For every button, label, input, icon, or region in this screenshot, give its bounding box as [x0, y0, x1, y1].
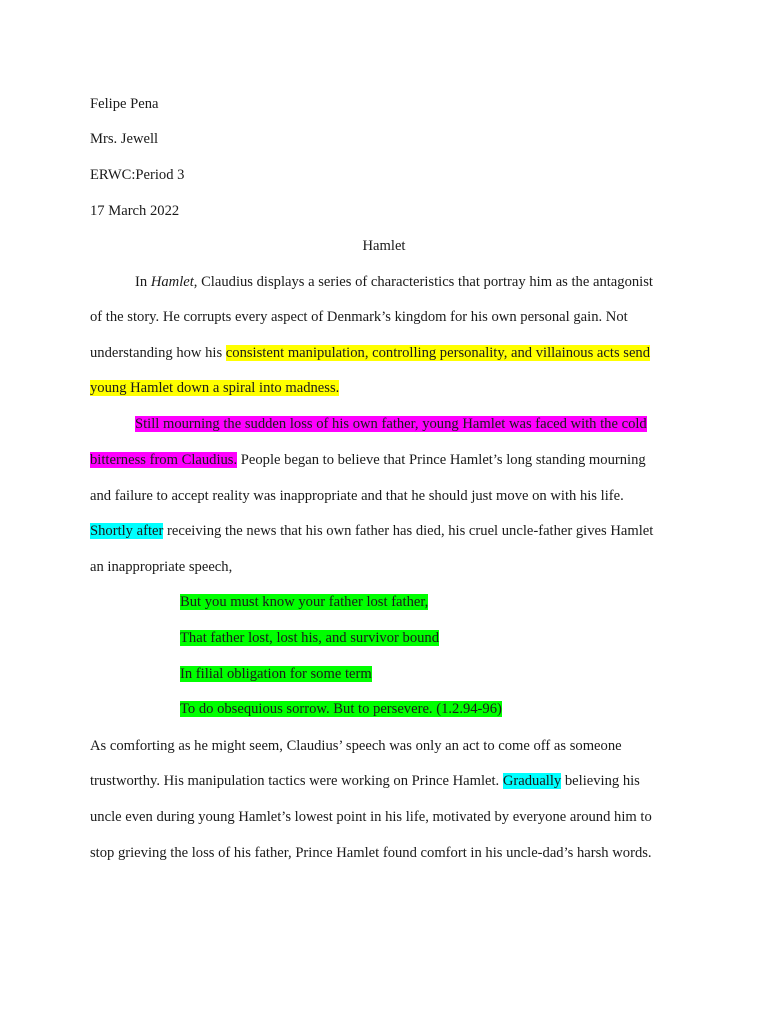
highlight-cyan: Shortly after [90, 523, 164, 539]
highlight-green: But you must know your father lost father, [180, 594, 429, 610]
essay-title: Hamlet [362, 238, 406, 254]
quote-line-1 [180, 593, 428, 611]
highlight-magenta: bitterness from Claudius. [90, 452, 238, 468]
highlight-magenta: Still mourning the sudden loss of his own father, young Hamlet was faced with the cold [135, 416, 647, 432]
student-name: Felipe Pena [90, 96, 159, 112]
quote-line-4 [180, 700, 502, 718]
paragraph-1-line-4 [90, 379, 339, 397]
paragraph-2-line-3: and failure to accept reality was inappropriate and that he should just move on with his life. [90, 488, 624, 504]
text-run: believing his [561, 773, 640, 789]
text-run: receiving the news that his own father has died, his cruel uncle-father gives Hamlet [163, 523, 654, 539]
text-run: trustworthy. His manipulation tactics were working on Prince Hamlet. [90, 773, 503, 789]
course-period: ERWC:Period 3 [90, 167, 185, 183]
quote-line-3 [180, 665, 372, 683]
essay-date: 17 March 2022 [90, 203, 180, 219]
paragraph-1-line-1 [135, 273, 653, 291]
paragraph-2-line-2 [90, 451, 646, 469]
paragraph-3-line-1: As comforting as he might seem, Claudius’ speech was only an act to come off as someone [90, 738, 622, 754]
paragraph-2-line-1 [135, 415, 647, 433]
text-run: People began to believe that Prince Hamlet’s long standing mourning [237, 452, 646, 468]
highlight-green: In filial obligation for some term [180, 666, 372, 682]
paragraph-3-line-3: uncle even during young Hamlet’s lowest point in his life, motivated by everyone around him to [90, 809, 652, 825]
text-run: understanding how his [90, 345, 226, 361]
highlight-green: To do obsequious sorrow. But to persevere. (1.2.94-96) [180, 701, 502, 717]
highlight-yellow: young Hamlet down a spiral into madness. [90, 380, 340, 396]
play-title-italic: Hamlet [150, 274, 194, 290]
highlight-green: That father lost, lost his, and survivor bound [180, 630, 440, 646]
quote-line-2 [180, 629, 439, 647]
teacher-name: Mrs. Jewell [90, 131, 159, 147]
text-run: , Claudius displays a series of characteristics that portray him as the antagonist [193, 274, 653, 290]
paragraph-3-line-4: stop grieving the loss of his father, Prince Hamlet found comfort in his uncle-dad’s harsh words. [90, 845, 652, 861]
highlight-yellow: consistent manipulation, controlling personality, and villainous acts send [225, 345, 651, 361]
paragraph-1-line-3 [90, 344, 650, 362]
text-run: In [135, 274, 151, 290]
paragraph-2-line-5: an inappropriate speech, [90, 559, 233, 575]
paragraph-3-line-2 [90, 772, 640, 790]
paragraph-1-line-2: of the story. He corrupts every aspect of Denmark’s kingdom for his own personal gain. Not [90, 309, 628, 325]
highlight-cyan: Gradually [502, 773, 562, 789]
paragraph-2-line-4 [90, 522, 653, 540]
